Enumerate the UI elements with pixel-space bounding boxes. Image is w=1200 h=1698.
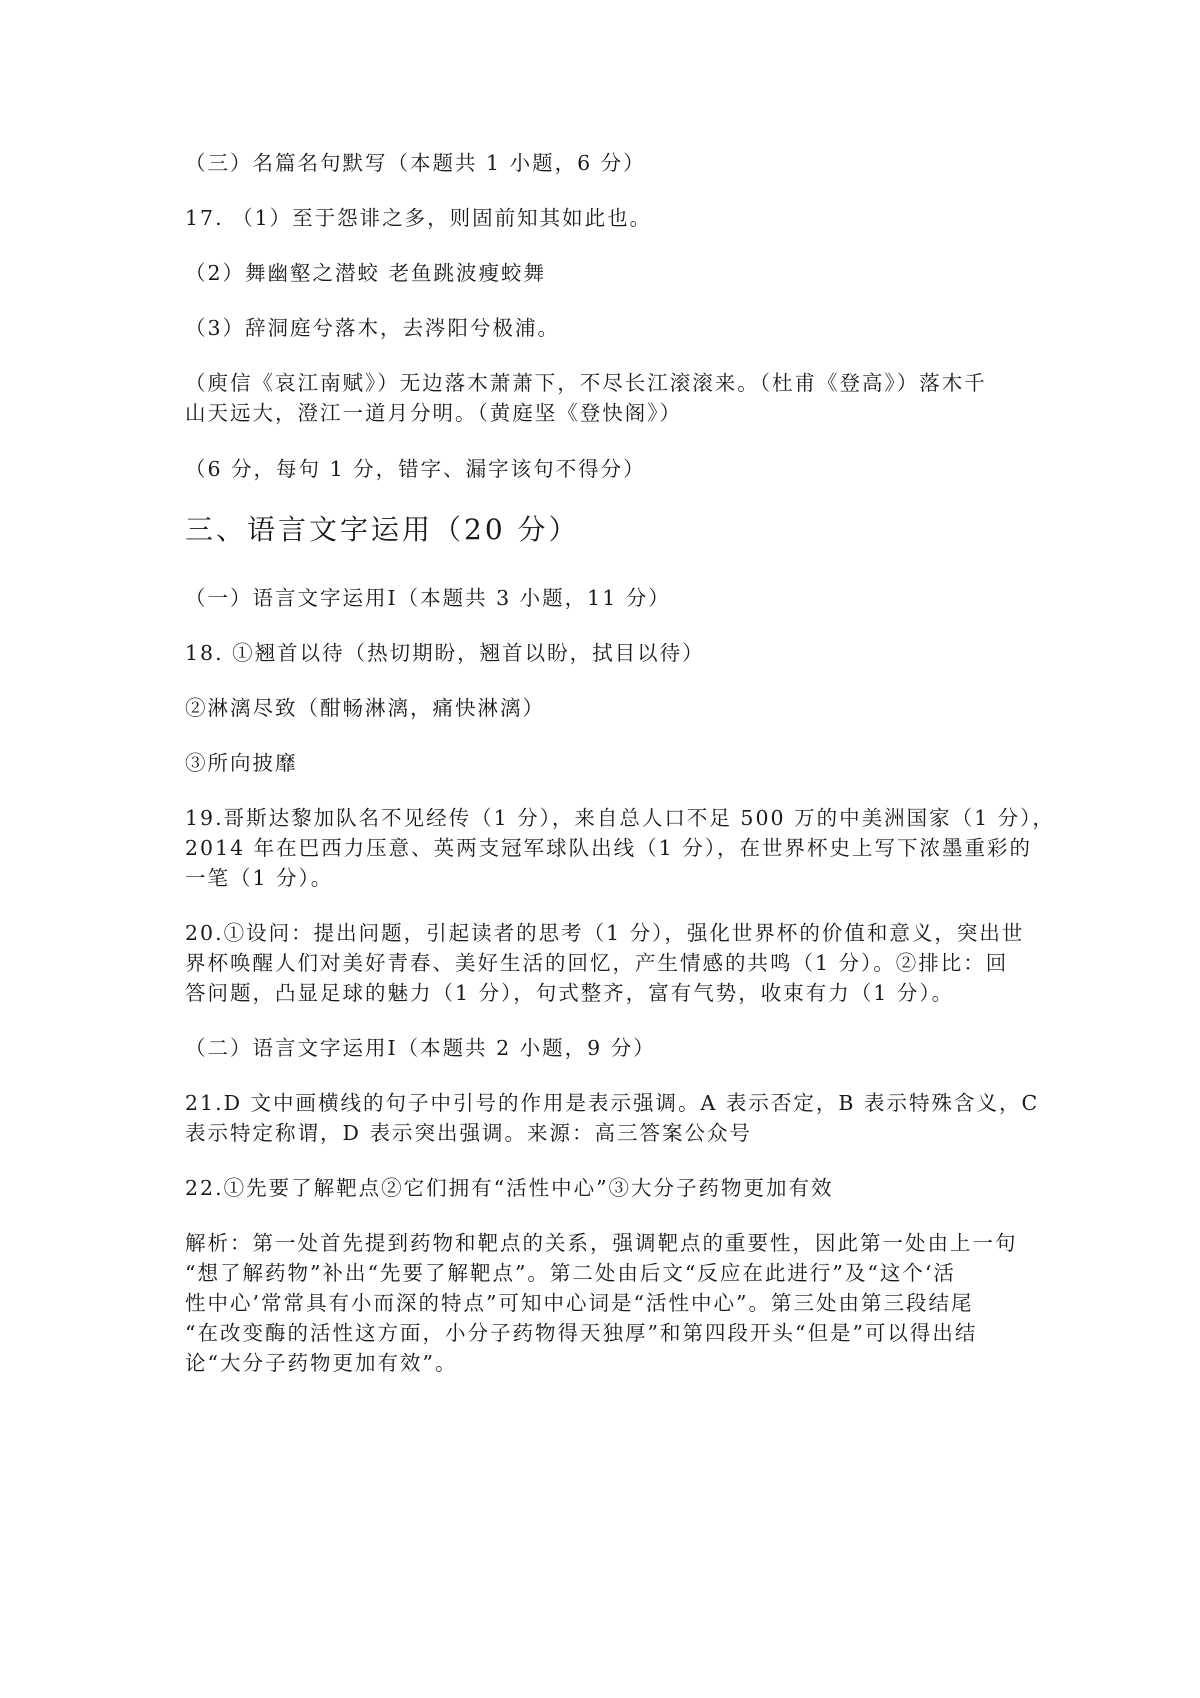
q21-line2: 表示特定称谓，D 表示突出强调。来源：高三答案公众号	[185, 1121, 752, 1145]
q17-answer-2: （2）舞幽壑之潜蛟 老鱼跳波瘦蛟舞	[185, 261, 547, 285]
q22-answer: 22.①先要了解靶点②它们拥有“活性中心”③大分子药物更加有效	[185, 1176, 834, 1200]
q17-answer-4-line2: 山天远大，澄江一道月分明。（黄庭坚《登快阁》）	[185, 401, 682, 425]
subsection-header-1: （一）语言文字运用Ⅰ（本题共 3 小题，11 分）	[185, 586, 671, 610]
q19-line3: 一笔（1 分）。	[185, 866, 334, 890]
q19-line1: 19.哥斯达黎加队名不见经传（1 分），来自总人口不足 500 万的中美洲国家（1 分），	[185, 806, 1055, 830]
q22-analysis	[185, 1228, 1025, 1378]
q17-scoring-note: （6 分，每句 1 分，错字、漏字该句不得分）	[185, 457, 646, 481]
q18-answer-2: ②淋漓尽致（酣畅淋漓，痛快淋漓）	[185, 696, 545, 720]
q20-line1: 20.①设问：提出问题，引起读者的思考（1 分），强化世界杯的价值和意义，突出世	[185, 921, 1025, 945]
q20-line3: 答问题，凸显足球的魅力（1 分），句式整齐，富有气势，收束有力（1 分）。	[185, 981, 955, 1005]
analysis-line2: “想了解药物”补出“先要了解靶点”。第二处由后文“反应在此进行”及“这个‘活	[185, 1261, 956, 1285]
q17-answer-1: 17. （1）至于怨诽之多，则固前知其如此也。	[185, 206, 653, 230]
q17-answer-4-line1: （庾信《哀江南赋》）无边落木萧萧下，不尽长江滚滚来。（杜甫《登高》）落木千	[185, 371, 987, 395]
q21-line1: 21.D 文中画横线的句子中引号的作用是表示强调。A 表示否定，B 表示特殊含义，C	[185, 1091, 1040, 1115]
q17-answer-4	[185, 368, 1025, 428]
q18-answer-3: ③所向披靡	[185, 751, 298, 775]
q18-answer-1: 18. ①翘首以待（热切期盼，翘首以盼，拭目以待）	[185, 641, 705, 665]
q21-answer	[185, 1088, 1040, 1148]
q19-answer	[185, 803, 1055, 893]
q20-line2: 界杯唤醒人们对美好青春、美好生活的回忆，产生情感的共鸣（1 分）。②排比：回	[185, 951, 1009, 975]
analysis-line3: 性中心’常常具有小而深的特点”可知中心词是“活性中心”。第三处由第三段结尾	[185, 1291, 974, 1315]
analysis-line1: 解析：第一处首先提到药物和靶点的关系，强调靶点的重要性，因此第一处由上一句	[185, 1231, 1018, 1255]
q17-answer-3: （3）辞洞庭兮落木，去涔阳兮极浦。	[185, 316, 561, 340]
q20-answer	[185, 918, 1025, 1008]
q19-line2: 2014 年在巴西力压意、英两支冠军球队出线（1 分），在世界杯史上写下浓墨重彩的	[185, 836, 1032, 860]
part-three-title: 三、语言文字运用（20 分）	[185, 513, 580, 546]
subsection-header-2: （二）语言文字运用Ⅰ（本题共 2 小题，9 分）	[185, 1036, 656, 1060]
section-header-famous-lines: （三）名篇名句默写（本题共 1 小题，6 分）	[185, 151, 646, 175]
analysis-line4: “在改变酶的活性这方面，小分子药物得天独厚”和第四段开头“但是”可以得出结	[185, 1321, 978, 1345]
analysis-line5: 论“大分子药物更加有效”。	[185, 1351, 458, 1375]
